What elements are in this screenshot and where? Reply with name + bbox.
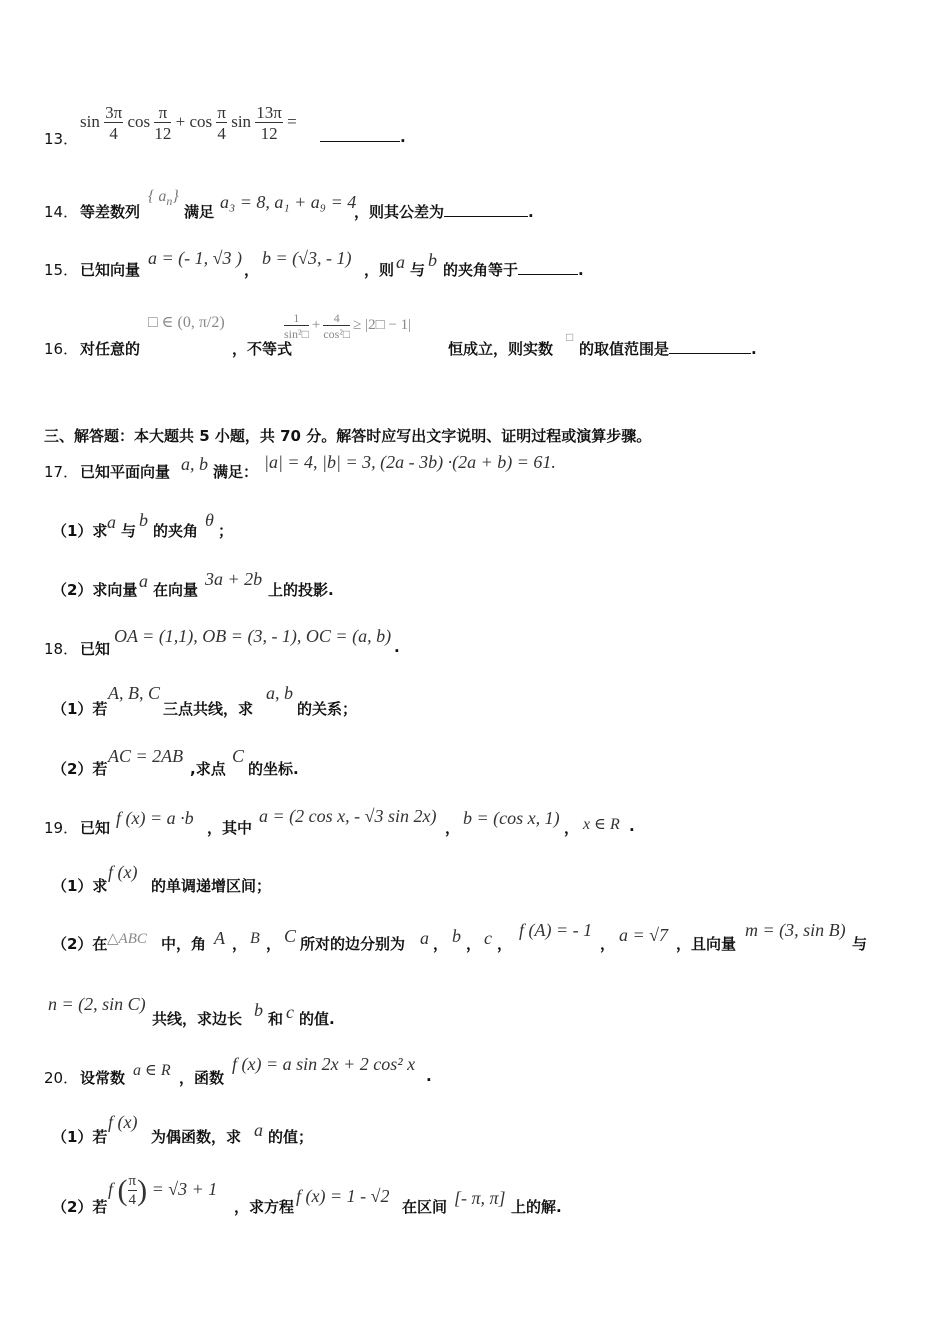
question-text: 在区间 — [402, 1198, 448, 1216]
separator: ， — [497, 935, 513, 953]
punctuation: ； — [218, 522, 234, 540]
frac-bottom: 4 — [128, 1192, 137, 1208]
separator: ， — [445, 819, 461, 837]
condition-a: a = √7 — [619, 925, 669, 945]
frac-top: 3π — [105, 103, 123, 122]
side-c: c — [286, 1002, 294, 1022]
question-text: ，且向量 — [676, 935, 737, 953]
side-a: a — [420, 928, 429, 948]
side-c: c — [484, 928, 492, 948]
period: . — [394, 638, 400, 656]
question-text: 上的投影. — [268, 581, 334, 599]
var-b: b — [428, 250, 437, 270]
var-a: a — [254, 1120, 263, 1140]
question-text: 已知向量 — [80, 261, 141, 279]
condition-formula: |a| = 4, |b| = 3, (2a - 3b) ·(2a + b) = 61. — [264, 452, 556, 472]
formula-part: = — [287, 111, 297, 131]
separator: ， — [433, 935, 449, 953]
separator: ， — [244, 261, 260, 279]
function-def: f (x) = a sin 2x + 2 cos² x — [232, 1054, 416, 1074]
interval: [- π, π] — [454, 1188, 506, 1208]
condition-fa: f (A) = - 1 — [519, 920, 593, 940]
question-text: 在向量 — [153, 581, 199, 599]
question-number: 14． — [44, 203, 79, 221]
question-number: 15． — [44, 261, 79, 279]
question-text: ，其中 — [207, 819, 253, 837]
vars-ab: a, b — [266, 683, 293, 703]
question-text: 满足 — [184, 203, 215, 221]
function-def: f (x) = a ·b — [116, 808, 194, 828]
seq-close: } — [172, 188, 179, 205]
period: . — [751, 340, 757, 358]
question-number: 18． — [44, 640, 79, 658]
formula-part: cos — [127, 111, 151, 131]
angle-c: C — [284, 926, 297, 946]
var-theta: θ — [205, 510, 214, 530]
period: . — [400, 128, 406, 146]
question-text: 的值； — [268, 1128, 314, 1146]
question-text — [579, 338, 757, 359]
question-text: 的值. — [299, 1010, 335, 1028]
rhs: ≥ |2□ − 1| — [353, 316, 412, 333]
question-text: 的单调递增区间； — [151, 877, 272, 895]
f: f — [108, 1179, 114, 1200]
range-formula: □ ∈ (0, π/2) — [148, 314, 225, 331]
question-number: 17． — [44, 463, 79, 481]
separator: ， — [600, 935, 616, 953]
formula-13 — [80, 104, 297, 142]
vector-n: n = (2, sin C) — [48, 994, 146, 1014]
condition-formula: a₃ = 8, a₁ + a₉ = 4 — [220, 192, 357, 212]
vector-b: b = (cos x, 1) — [463, 808, 560, 828]
question-text: 三点共线，求 — [163, 700, 254, 718]
question-text: 所对的边分别为 — [300, 935, 406, 953]
question-text: 已知平面向量 — [80, 463, 171, 481]
part-label: （1）求 — [52, 522, 108, 540]
side-b: b — [254, 1000, 263, 1020]
part-label: （2）若 — [52, 1198, 108, 1216]
frac-bottom: sin²□ — [284, 327, 309, 341]
separator: ， — [266, 935, 282, 953]
question-text: ，函数 — [179, 1069, 225, 1087]
frac-top: π — [154, 104, 171, 123]
formula-part: sin — [80, 111, 100, 131]
question-text: 的关系； — [297, 700, 358, 718]
vector-m: m = (3, sin B) — [745, 920, 846, 940]
condition-formula: f ( $\frac{\pi}{4}$ ) = √3 + 1 — [108, 1173, 218, 1208]
separator: ， — [564, 819, 580, 837]
question-text: 已知 — [80, 640, 111, 658]
question-text: ，不等式 — [232, 340, 293, 358]
question-text: 对任意的 — [80, 340, 141, 358]
frac-top: 1 — [284, 312, 309, 326]
frac-top: 13π — [256, 103, 282, 122]
vector-a: a = (2 cos x, - √3 sin 2x) — [259, 806, 437, 826]
part-label: （2）在 — [52, 935, 108, 953]
frac-top: π — [128, 1173, 137, 1189]
part-label: （1）若 — [52, 700, 108, 718]
angle-a: A — [214, 928, 225, 948]
question-number: 20． — [44, 1069, 79, 1087]
formula-part: sin — [231, 111, 252, 131]
period: . — [578, 261, 584, 279]
question-text: ,求点 — [190, 760, 226, 778]
formula-part: + cos — [175, 111, 213, 131]
side-b: b — [452, 926, 461, 946]
triangle-abc: △ABC — [107, 931, 147, 947]
question-text: 和 — [268, 1010, 284, 1028]
vector-a: a = (- 1, √3 ) — [148, 248, 243, 268]
domain-a: a ∈ R — [133, 1062, 171, 1079]
period: . — [629, 817, 635, 835]
function-fx: f (x) — [108, 862, 138, 882]
question-text: 为偶函数，求 — [151, 1128, 242, 1146]
question-text: 与 — [121, 522, 137, 540]
question-text: 的夹角 — [153, 522, 199, 540]
vars-ab: a, b — [181, 454, 208, 474]
question-text: 已知 — [80, 819, 111, 837]
question-text — [354, 201, 534, 222]
frac-bottom: 12 — [260, 124, 278, 143]
question-text: ，则 — [364, 261, 395, 279]
part-label: （2）若 — [52, 760, 108, 778]
seq-text: { a — [148, 188, 167, 205]
question-text: 中，角 — [161, 935, 207, 953]
question-number: 13． — [44, 130, 79, 148]
var-placeholder: □ — [566, 330, 574, 344]
part-label: （1）求 — [52, 877, 108, 895]
period: . — [426, 1067, 432, 1085]
text: 的夹角等于 — [443, 261, 519, 279]
question-text: 设常数 — [80, 1069, 126, 1087]
equation: f (x) = 1 - √2 — [296, 1186, 390, 1206]
question-text: 与 — [852, 935, 868, 953]
var-a: a — [396, 252, 405, 272]
condition-formula: AC = 2AB — [108, 746, 184, 766]
text: 的取值范围是 — [579, 340, 670, 358]
points-abc: A, B, C — [108, 683, 160, 703]
question-number: 19． — [44, 819, 79, 837]
frac-bottom: cos²□ — [323, 327, 351, 341]
separator: ， — [466, 935, 482, 953]
condition-formula: OA = (1,1), OB = (3, - 1), OC = (a, b) — [114, 626, 392, 646]
question-text — [443, 259, 584, 280]
frac-bottom: 4 — [217, 124, 226, 143]
question-text: 共线，求边长 — [152, 1010, 243, 1028]
section-heading: 三、解答题：本大题共 5 小题，共 70 分。解答时应写出文字说明、证明过程或演算步骤。 — [44, 427, 652, 445]
inequality-formula — [284, 312, 411, 340]
part-label: （2）求向量 — [52, 581, 138, 599]
angle-b: B — [250, 930, 260, 947]
question-text: 恒成立，则实数 — [448, 340, 554, 358]
part-label: （1）若 — [52, 1128, 108, 1146]
question-text: 与 — [410, 261, 426, 279]
frac-top: 4 — [323, 312, 350, 326]
seq-subscript: n — [166, 194, 173, 209]
vector-expr: 3a + 2b — [205, 569, 263, 589]
vector-b: b = (√3, - 1) — [262, 248, 352, 268]
frac-bottom: 4 — [109, 124, 118, 143]
frac-bottom: 12 — [154, 124, 172, 143]
var-a: a — [139, 571, 148, 591]
separator: ， — [232, 935, 248, 953]
text: ，则其公差为 — [354, 203, 445, 221]
point-c: C — [232, 746, 245, 766]
function-fx: f (x) — [108, 1112, 138, 1132]
plus: + — [311, 316, 321, 333]
frac-top: π — [217, 103, 226, 122]
question-text: 等差数列 — [80, 203, 141, 221]
question-text: 满足： — [213, 463, 259, 481]
answer-blank — [320, 128, 406, 146]
question-text: 的坐标. — [248, 760, 299, 778]
domain-x: x ∈ R — [583, 816, 620, 833]
rhs: = √3 + 1 — [151, 1179, 218, 1200]
question-text: ，求方程 — [234, 1198, 295, 1216]
var-a: a — [107, 512, 116, 532]
period: . — [528, 203, 534, 221]
question-text: 上的解. — [511, 1198, 562, 1216]
var-b: b — [139, 510, 148, 530]
question-number: 16． — [44, 340, 79, 358]
sequence-expr — [148, 188, 179, 209]
